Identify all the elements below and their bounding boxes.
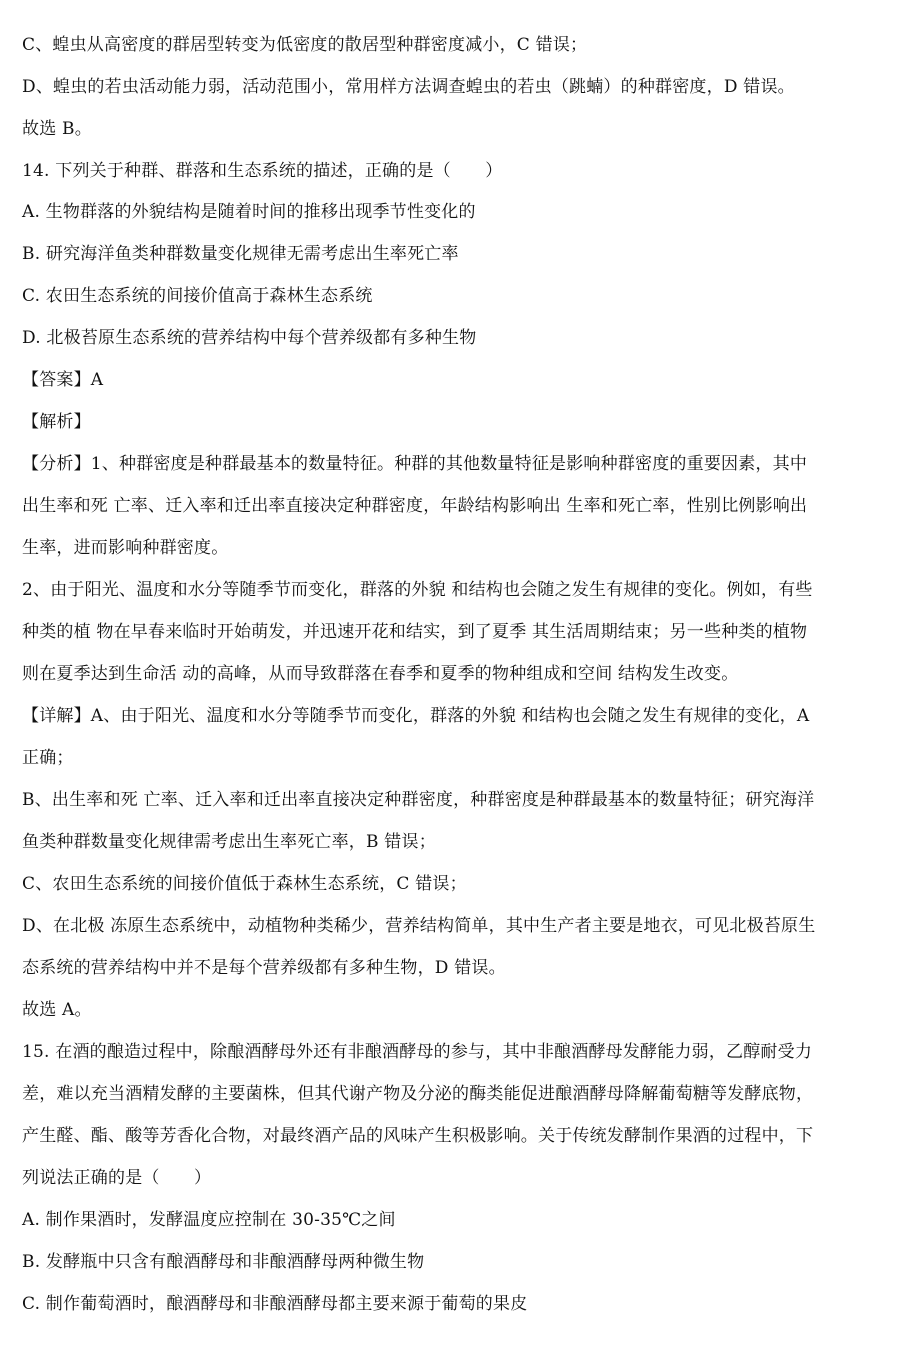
question-15-option-b: B. 发酵瓶中只含有酿酒酵母和非酿酒酵母两种微生物 bbox=[22, 1252, 425, 1272]
text-line-c-locust-density: C、蝗虫从高密度的群居型转变为低密度的散居型种群密度减小，C 错误； bbox=[22, 35, 588, 55]
question-15-stem-line-4: 列说法正确的是（ ） bbox=[22, 1168, 212, 1188]
detail-line-2: 正确； bbox=[22, 748, 74, 768]
detail-line-1: 【详解】A、由于阳光、温度和水分等随季节而变化，群落的外貌 和结构也会随之发生有规律的变化，A bbox=[22, 706, 810, 726]
question-14-option-b: B. 研究海洋鱼类种群数量变化规律无需考虑出生率死亡率 bbox=[22, 244, 459, 264]
text-line-d-nymph-survey: D、蝗虫的若虫活动能力弱，活动范围小，常用样方法调查蝗虫的若虫（跳蝻）的种群密度，D 错误。 bbox=[22, 77, 795, 97]
analysis-label: 【解析】 bbox=[22, 412, 91, 432]
question-15-stem-line-2: 差，难以充当酒精发酵的主要菌株，但其代谢产物及分泌的酶类能促进酿酒酵母降解葡萄糖等发酵底物， bbox=[22, 1084, 814, 1104]
question-14-option-c: C. 农田生态系统的间接价值高于森林生态系统 bbox=[22, 286, 373, 306]
detail-line-3: B、出生率和死 亡率、迁入率和迁出率直接决定种群密度，种群密度是种群最基本的数量特征；研究海洋 bbox=[22, 790, 815, 810]
text-line-answer-a: 故选 A。 bbox=[22, 1000, 92, 1020]
text-line-answer-b: 故选 B。 bbox=[22, 119, 92, 139]
analysis-line-2: 出生率和死 亡率、迁入率和迁出率直接决定种群密度，年龄结构影响出 生率和死亡率，性别比例影响出 bbox=[22, 496, 808, 516]
analysis-line-3: 生率，进而影响种群密度。 bbox=[22, 538, 229, 558]
question-14-option-d: D. 北极苔原生态系统的营养结构中每个营养级都有多种生物 bbox=[22, 328, 477, 348]
analysis-line-6: 则在夏季达到生命活 动的高峰，从而导致群落在春季和夏季的物种组成和空间 结构发生改变。 bbox=[22, 664, 739, 684]
question-15-option-a: A. 制作果酒时，发酵温度应控制在 30-35℃之间 bbox=[22, 1210, 396, 1230]
analysis-line-5: 种类的植 物在早春来临时开始萌发，并迅速开花和结实，到了夏季 其生活周期结束；另一些种类的植物 bbox=[22, 622, 808, 642]
question-15-stem-line-3: 产生醛、酯、酸等芳香化合物，对最终酒产品的风味产生积极影响。关于传统发酵制作果酒的过程中，下 bbox=[22, 1126, 814, 1146]
detail-line-6: D、在北极 冻原生态系统中，动植物种类稀少，营养结构简单，其中生产者主要是地衣，可见北极苔原生 bbox=[22, 916, 816, 936]
detail-line-4: 鱼类种群数量变化规律需考虑出生率死亡率，B 错误； bbox=[22, 832, 436, 852]
question-14-option-a: A. 生物群落的外貌结构是随着时间的推移出现季节性变化的 bbox=[22, 202, 476, 222]
analysis-line-4: 2、由于阳光、温度和水分等随季节而变化，群落的外貌 和结构也会随之发生有规律的变化。例如，有些 bbox=[22, 580, 813, 600]
analysis-line-1: 【分析】1、种群密度是种群最基本的数量特征。种群的其他数量特征是影响种群密度的重要因素，其中 bbox=[22, 454, 808, 474]
question-15-stem-line-1: 15. 在酒的酿造过程中，除酿酒酵母外还有非酿酒酵母的参与，其中非酿酒酵母发酵能力弱，乙醇耐受力 bbox=[22, 1042, 813, 1062]
question-14-stem: 14. 下列关于种群、群落和生态系统的描述，正确的是（ ） bbox=[22, 161, 503, 181]
detail-line-7: 态系统的营养结构中并不是每个营养级都有多种生物，D 错误。 bbox=[22, 958, 506, 978]
detail-line-5: C、农田生态系统的间接价值低于森林生态系统，C 错误； bbox=[22, 874, 467, 894]
answer-label: 【答案】A bbox=[22, 370, 104, 390]
question-15-option-c: C. 制作葡萄酒时，酿酒酵母和非酿酒酵母都主要来源于葡萄的果皮 bbox=[22, 1294, 528, 1314]
